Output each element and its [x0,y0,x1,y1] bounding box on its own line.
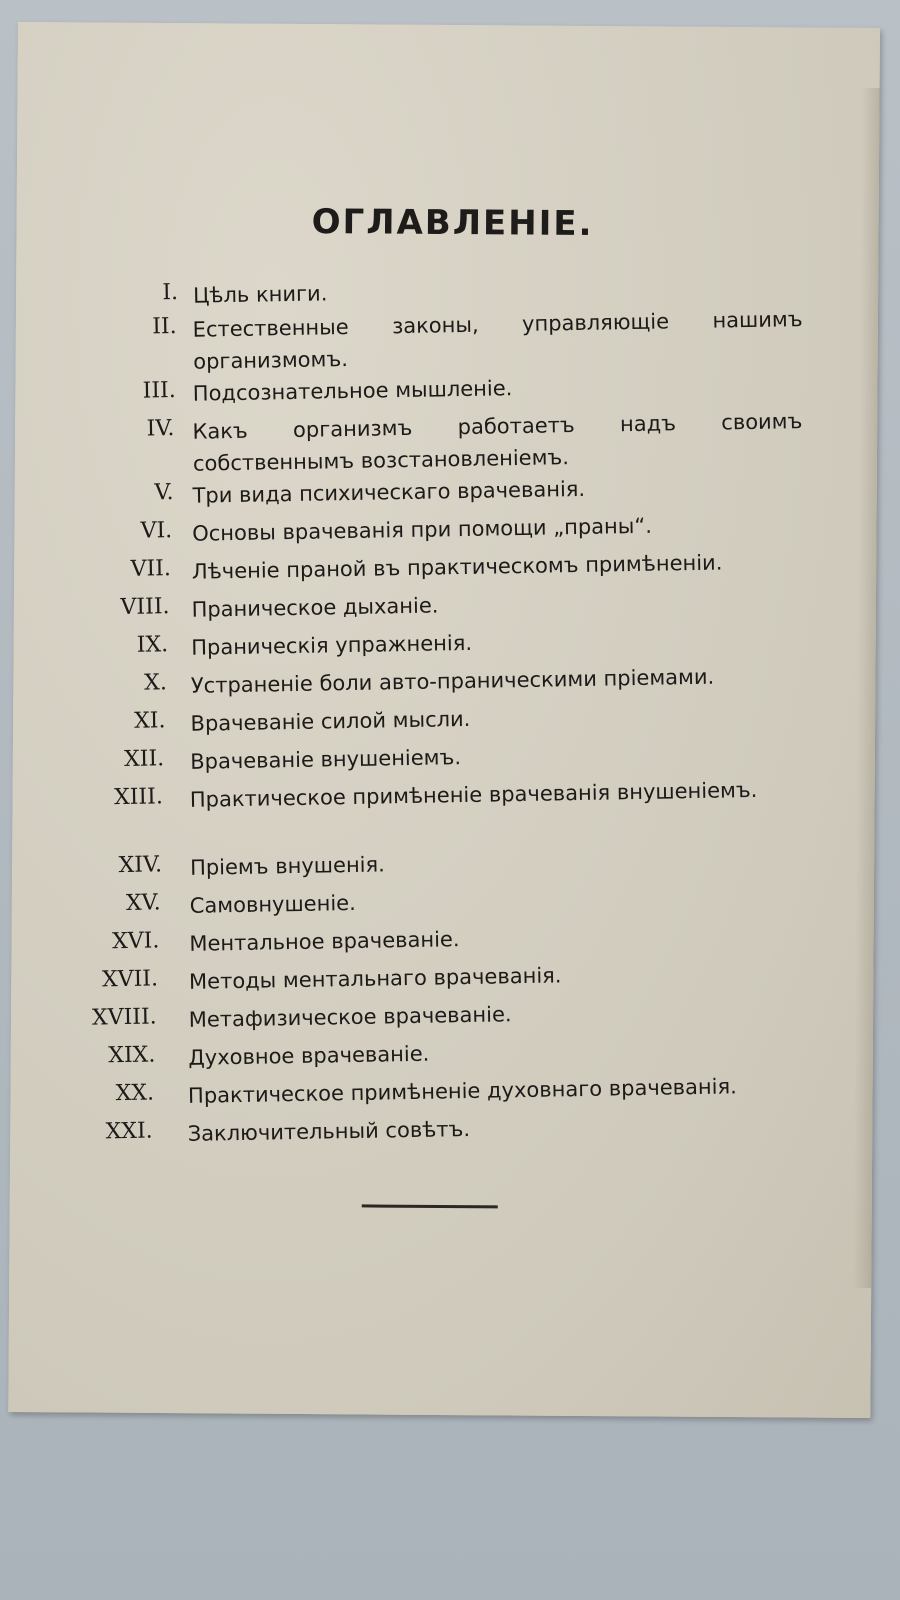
toc-entry-number: XII. [123,746,165,772]
toc-entry-10 [15,658,875,698]
toc-entry-number: V. [154,480,174,506]
toc-entry-number: III. [142,378,176,404]
toc-entry-6 [12,506,872,546]
toc-entry-title: Подсознательное мышленіе. [192,376,513,406]
toc-entry-number: IX. [136,632,169,658]
toc-entry-17 [20,954,880,994]
toc-entry-number: XI. [133,708,166,734]
toc-entry-title: Ментальное врачеваніе. [189,927,460,956]
toc-entry-number: XXI. [105,1118,153,1145]
toc-entry-number: VI. [140,518,173,544]
toc-entry-number: VII. [130,556,172,582]
toc-entry-title: Праническія упражненія. [191,630,473,660]
toc-entry-title: Устраненіе боли авто-праническими пріемами. [190,664,715,698]
toc-entry-number: XIV. [118,852,163,879]
toc-entry-14 [18,840,878,880]
toc-entry-title: Метафизическое врачеваніе. [188,1002,512,1032]
toc-entry-7 [13,544,873,584]
toc-entry-title: Какъ организмъ работаетъ надъ своимъ собственнымъ возстановленіемъ. [192,409,803,476]
toc-entry-1 [8,268,868,308]
toc-entry-9 [14,620,874,660]
toc-entry-19 [21,1030,881,1070]
toc-entry-number: XIX. [108,1042,156,1069]
toc-entry-12 [16,734,876,774]
toc-entry-number: XX. [115,1080,155,1107]
toc-entry-title: Три вида психическаго врачеванія. [192,476,586,508]
toc-entry-16 [19,916,879,956]
toc-entry-number: XIII. [113,784,164,811]
toc-entry-title: Духовное врачеваніе. [188,1041,430,1070]
toc-entry-title: Практическое примѣненіе врачеванія внушеніемъ. [189,777,758,812]
toc-entry-21 [22,1106,882,1146]
toc-entry-title: Лѣченіе праной въ практическомъ примѣненіи. [191,550,723,584]
toc-entry-title: Методы ментальнаго врачеванія. [188,963,562,994]
toc-entry-title: Пріемъ внушенія. [189,852,386,880]
toc-entry-number: XVII. [101,966,159,993]
toc-entry-number: II. [152,313,177,340]
toc-entry-13 [17,772,877,812]
toc-entry-title: Естественные законы, управляющіе нашимъ организмомъ. [192,307,803,374]
toc-entry-number: XVIII. [91,1004,157,1031]
toc-entry-number: XV. [125,890,161,916]
toc-entry-number: IV. [146,416,175,442]
toc-entry-number: X. [143,670,168,696]
toc-entry-title: Самовнушеніе. [189,890,356,918]
page-title: ОГЛАВЛЕНІЕ. [311,202,594,245]
toc-entry-title: Практическое примѣненіе духовнаго врачеванія. [187,1074,737,1108]
toc-entry-title: Заключительный совѣтъ. [187,1116,471,1146]
toc-entry-11 [15,696,875,736]
toc-entry-15 [18,878,878,918]
toc-entry-number: I. [162,279,179,306]
toc-entry-title: Врачеваніе силой мысли. [190,706,471,736]
toc-entry-title: Цѣль книги. [192,281,328,308]
toc-entry-number: XVI. [111,928,160,955]
toc-entry-8 [13,582,873,622]
toc-entry-4 [10,404,870,476]
table-of-contents [3,12,899,1427]
toc-entry-title: Праническое дыханіе. [191,593,439,622]
toc-entry-title: Основы врачеванія при помощи „праны“. [192,513,653,546]
book-page [8,22,880,1418]
toc-entry-20 [22,1068,882,1108]
toc-entry-number: VIII. [120,594,170,621]
toc-entry-title: Врачеваніе внушеніемъ. [190,745,462,774]
toc-entry-18 [20,992,880,1032]
